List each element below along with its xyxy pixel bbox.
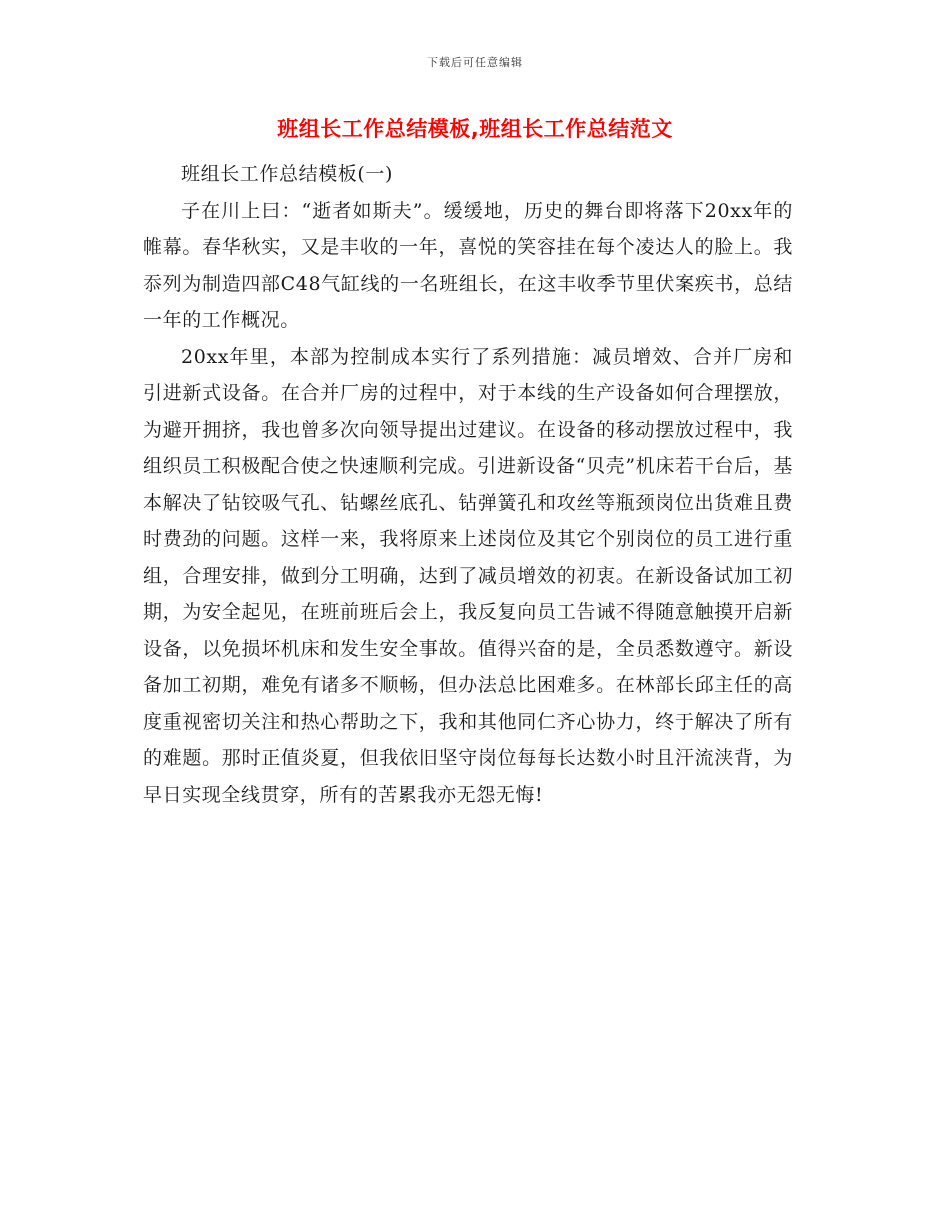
document-body: [143, 156, 793, 813]
paragraph-2: 20xx年里，本部为控制成本实行了系列措施：减员增效、合并厂房和引进新式设备。在合并厂房的过程中，对于本线的生产设备如何合理摆放，为避开拥挤，我也曾多次向领导提出过建议。在设备的移动摆放过程中，我组织员工积极配合使之快速顺利完成。引进新设备“贝壳”机床若干台后，基本解决了钻铰吸气孔、钻螺丝底孔、钻弹簧孔和攻丝等瓶颈岗位出货难且费时费劲的问题。这样一来，我将原来上述岗位及其它个别岗位的员工进行重组，合理安排，做到分工明确，达到了减员增效的初衷。在新设备试加工初期，为安全起见，在班前班后会上，我反复向员工告诫不得随意触摸开启新设备，以免损坏机床和发生安全事故。值得兴奋的是，全员悉数遵守。新设备加工初期，难免有诸多不顺畅，但办法总比困难多。在林部长邱主任的高度重视密切关注和热心帮助之下，我和其他同仁齐心协力，终于解决了所有的难题。那时正值炎夏，但我依旧坚守岗位每每长达数小时且汗流浃背，为早日实现全线贯穿，所有的苦累我亦无怨无悔!: [143, 345, 793, 806]
document-title: 班组长工作总结模板,班组长工作总结范文: [277, 117, 673, 141]
page-header-note: 下载后可任意编辑: [427, 56, 523, 69]
section-subtitle: 班组长工作总结模板(一): [181, 163, 394, 185]
paragraph-1: 子在川上曰：“逝者如斯夫”。缓缓地，历史的舞台即将落下20xx年的帷幕。春华秋实，又是丰收的一年，喜悦的笑容挂在每个凌达人的脸上。我忝列为制造四部C48气缸线的一名班组长，在这丰收季节里伏案疾书，总结一年的工作概况。: [143, 199, 793, 331]
